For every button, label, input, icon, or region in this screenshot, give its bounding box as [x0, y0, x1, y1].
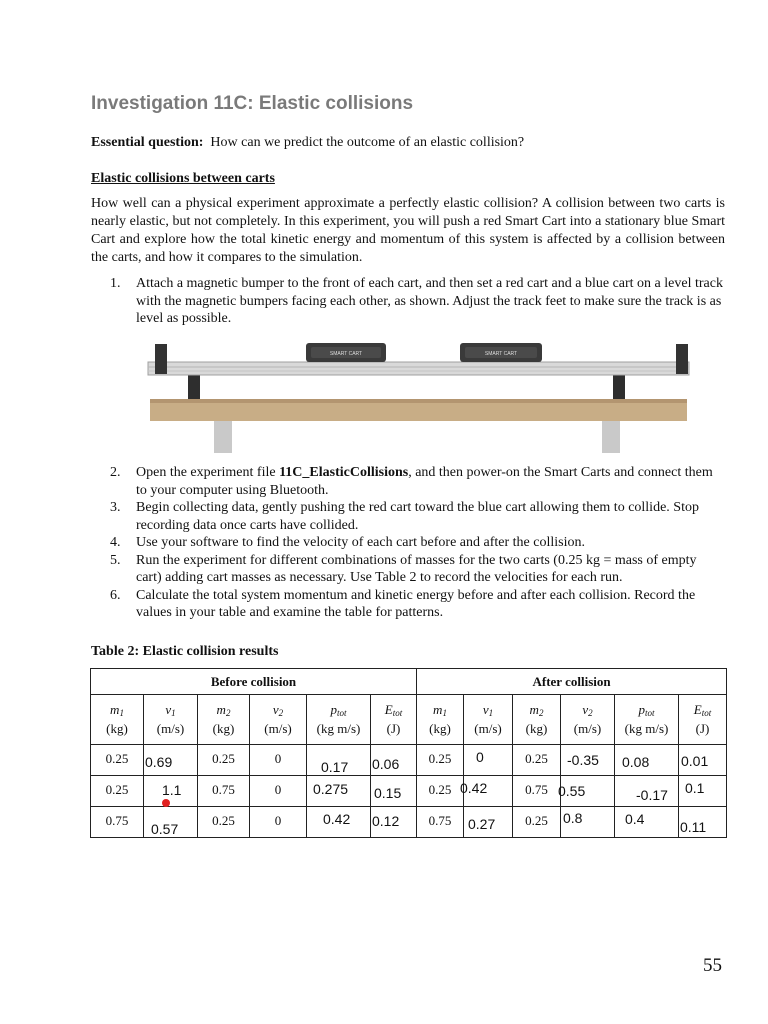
- step-text: Use your software to find the velocity of each cart before and after the collision.: [136, 535, 585, 550]
- after-collision-header: After collision: [417, 669, 727, 695]
- essential-question-text: How can we predict the outcome of an elastic collision?: [210, 135, 525, 150]
- cell-m1-after: 0.75: [428, 813, 452, 828]
- cell-v2: 0: [274, 782, 282, 797]
- before-collision-header: Before collision: [91, 669, 417, 695]
- cell-v1: 1.1: [162, 782, 182, 798]
- cell-v2: 0: [274, 751, 282, 766]
- end-stop-right: [676, 344, 688, 374]
- col-header-m2-after: $m_2$ (kg): [513, 695, 561, 745]
- track-foot-left: [188, 375, 200, 399]
- step-number: 2.: [110, 465, 121, 480]
- cell-ptot-after: 0.08: [622, 754, 650, 770]
- cell-m1-after: 0.25: [428, 782, 452, 797]
- step-text: Calculate the total system momentum and kinetic energy before and after each collision. Record the values in your table and examine the table for patterns.: [136, 587, 696, 620]
- step-item: [110, 587, 725, 622]
- step-text: Attach a magnetic bumper to the front of each cart, and then set a red cart and a blue cart on a level track with the magnetic bumpers facing each other, as shown. Adjust the track feet to make sure the track is as level as possible.: [136, 276, 723, 326]
- blue-cart-label: SMART CART: [484, 351, 518, 357]
- table-caption: Table 2: Elastic collision results: [91, 644, 279, 659]
- table-row: [91, 745, 727, 776]
- step-list-bottom: [110, 464, 725, 622]
- page-title: Investigation 11C: Elastic collisions: [91, 93, 414, 114]
- cell-m2-after: 0.75: [525, 782, 548, 797]
- cell-ptot: 0.17: [321, 759, 349, 775]
- cell-m1: 0.25: [105, 751, 129, 766]
- col-header-m1-after: $m_1$ (kg): [417, 695, 464, 745]
- cell-v2: 0: [274, 813, 282, 828]
- intro-paragraph: How well can a physical experiment approximate a perfectly elastic collision? A collision between two carts is nearly elastic, but not completely. In this experiment, you will push a red Smart Cart into a stationary blue Smart Cart and explore how the total kinetic energy and momentum of this system is affected by a collision between the carts, and how it compares to the simulation.: [91, 196, 725, 265]
- cell-ptot: 0.42: [323, 811, 351, 827]
- column-header-row: [91, 695, 727, 745]
- cell-v1-after: 0.27: [468, 816, 496, 832]
- col-header-v2-after: $v_2$ (m/s): [561, 695, 615, 745]
- cell-etot: 0.15: [374, 785, 402, 801]
- section-heading: Elastic collisions between carts: [91, 171, 275, 186]
- cell-m2-after: 0.25: [525, 751, 548, 766]
- cell-v2-after: 0.8: [563, 810, 583, 826]
- cell-etot: 0.12: [372, 813, 400, 829]
- step-number: 4.: [110, 535, 121, 550]
- cell-m1: 0.75: [105, 813, 129, 828]
- track-figure: [146, 338, 691, 453]
- step-number: 1.: [110, 276, 121, 291]
- bench-leg-right: [602, 421, 620, 453]
- end-stop-left: [155, 344, 167, 374]
- track-foot-right: [613, 375, 625, 399]
- cell-m2-after: 0.25: [525, 813, 548, 828]
- cell-ptot-after: -0.17: [636, 787, 668, 803]
- essential-question: [91, 135, 524, 151]
- table-row: [91, 807, 727, 838]
- step-list-top: [110, 275, 725, 328]
- step-item: [110, 552, 725, 587]
- cell-m2: 0.25: [212, 751, 235, 766]
- bench-leg-left: [214, 421, 232, 453]
- step-item: [110, 275, 725, 328]
- col-header-v1: $v_1$ (m/s): [144, 695, 198, 745]
- col-header-ptot-after: $p_{tot}$ (kg m/s): [615, 695, 679, 745]
- cell-etot-after: 0.01: [681, 753, 709, 769]
- cell-v1-after: 0: [476, 749, 484, 765]
- essential-question-label: Essential question:: [91, 135, 204, 150]
- col-header-v2: $v_2$ (m/s): [250, 695, 307, 745]
- cell-v1: 0.69: [145, 754, 173, 770]
- step-number: 5.: [110, 552, 121, 568]
- results-table: [90, 668, 727, 838]
- cell-etot: 0.06: [372, 756, 400, 772]
- table-row: [91, 776, 727, 807]
- cell-ptot-after: 0.4: [625, 811, 645, 827]
- cell-v1: 0.57: [151, 821, 179, 837]
- cell-v1-after: 0.42: [460, 780, 488, 796]
- col-header-m2: $m_2$ (kg): [198, 695, 250, 745]
- red-cart-label: SMART CART: [329, 351, 363, 357]
- cell-m1: 0.25: [105, 782, 129, 797]
- col-header-ptot: $p_{tot}$ (kg m/s): [307, 695, 371, 745]
- step-item: [110, 499, 725, 534]
- step-item: [110, 464, 725, 499]
- cell-v2-after: -0.35: [567, 752, 599, 768]
- bench-edge: [150, 399, 687, 403]
- col-header-v1-after: $v_1$ (m/s): [464, 695, 513, 745]
- step-number: 6.: [110, 587, 121, 603]
- cell-etot-after: 0.11: [680, 819, 707, 835]
- track-rail: [148, 362, 689, 375]
- page-number: 55: [703, 955, 722, 976]
- col-header-m1: $m_1$ (kg): [91, 695, 144, 745]
- cell-etot-after: 0.1: [685, 780, 705, 796]
- cell-ptot: 0.275: [313, 781, 349, 797]
- step-text: Begin collecting data, gently pushing the red cart toward the blue cart allowing them to collide. Stop recording data once carts have collided.: [136, 500, 699, 533]
- cell-m2: 0.25: [212, 813, 235, 828]
- step-number: 3.: [110, 500, 121, 515]
- cell-m1-after: 0.25: [428, 751, 452, 766]
- step-item: [110, 534, 725, 552]
- cell-m2: 0.75: [212, 782, 235, 797]
- step-text: Run the experiment for different combinations of masses for the two carts (0.25 kg = mass of empty cart) adding cart masses as necessary. Use Table 2 to record the velocities for each run.: [136, 552, 697, 585]
- cell-v2-after: 0.55: [558, 783, 586, 799]
- step-text: Open the experiment file 11C_ElasticCollisions, and then power-on the Smart Carts and connect them to your computer using Bluetooth.: [136, 465, 713, 498]
- col-header-etot: $E_{tot}$ (J): [371, 695, 417, 745]
- col-header-etot-after: $E_{tot}$ (J): [679, 695, 727, 745]
